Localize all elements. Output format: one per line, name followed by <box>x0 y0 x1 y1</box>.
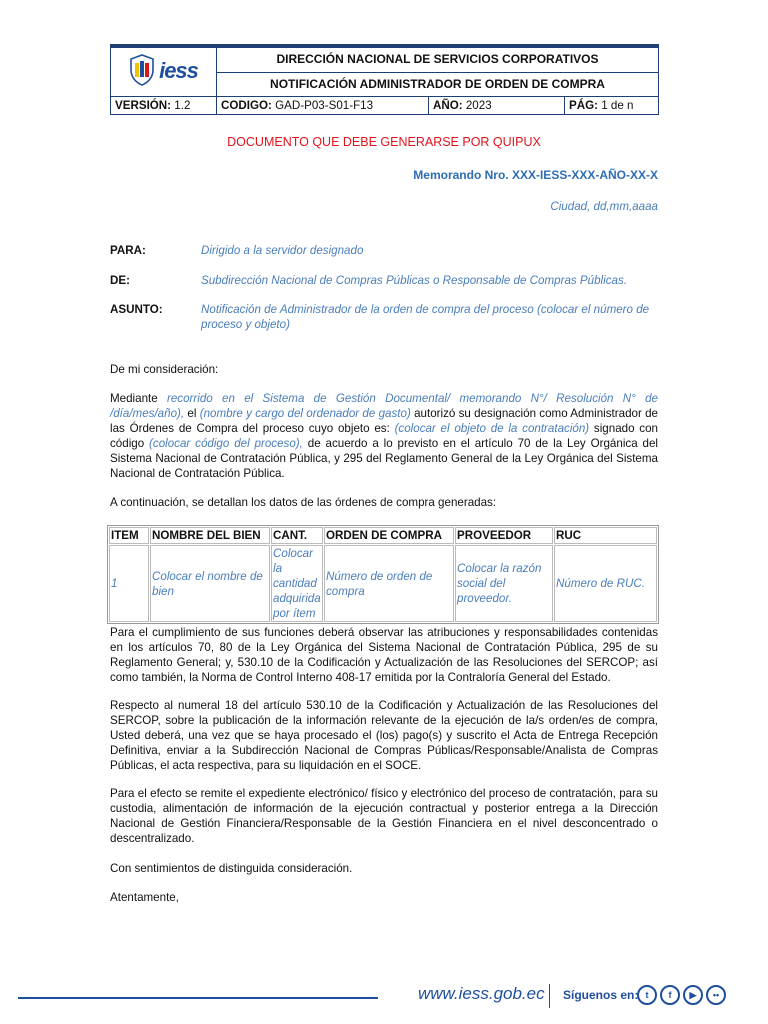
cell-ruc: Número de RUC. <box>554 545 657 622</box>
cell-cantidad: Colocar la cantidad adquirida por ítem <box>271 545 323 622</box>
cell-orden: Número de orden de compra <box>324 545 454 622</box>
version-label: VERSIÓN: <box>115 99 172 112</box>
col-header-item: ITEM <box>109 527 149 544</box>
asunto-label: ASUNTO: <box>110 303 163 316</box>
year-value: 2023 <box>465 99 492 112</box>
social-links <box>637 985 726 1005</box>
youtube-icon[interactable]: ▶ <box>683 985 703 1005</box>
page-value: 1 de n <box>601 99 634 112</box>
body-paragraph-3: Para el cumplimiento de sus funciones deberá observar las atribuciones y responsabilidades contenidas en los artículos 70, 80 de la Ley Orgánica del Sistema Nacional de Contratación Pública, 295 de su Reglamento General; y, 530.10 de la Codificación y Actualización de las Resoluciones del SERCOP; así como también, la Norma de Control Interno 408-17 emitida por la Contraloría General del Estado. <box>110 626 658 684</box>
city-date: Ciudad, dd,mm,aaaa <box>550 200 658 213</box>
version-cell <box>111 97 217 115</box>
code-value: GAD-P03-S01-F13 <box>275 99 374 112</box>
col-header-nombre: NOMBRE DEL BIEN <box>150 527 270 544</box>
cell-nombre: Colocar el nombre de bien <box>150 545 270 622</box>
logo-wordmark: iess <box>159 57 198 83</box>
header-title-line1: DIRECCIÓN NACIONAL DE SERVICIOS CORPORATIVOS <box>217 48 659 73</box>
col-header-orden: ORDEN DE COMPRA <box>324 527 454 544</box>
body-paragraph-4: Respecto al numeral 18 del artículo 530.10 de la Codificación y Actualización de las Resoluciones del SERCOP, sobre la publicación de la información relevante de la ejecución de la/s orden/es de compra, Usted deberá, una vez que se haya procesado el (los) pago(s) y suscrito el Acta de Entrega Recepción Definitiva, enviar a la Subdirección Nacional de Compras Públicas/Responsable/Analista de Compras Públicas, el acta respectiva, para su liquidación en el SOCE. <box>110 699 658 772</box>
cell-item: 1 <box>109 545 149 622</box>
code-label: CODIGO: <box>221 99 272 112</box>
header-title-line2: NOTIFICACIÓN ADMINISTRADOR DE ORDEN DE COMPRA <box>217 72 659 97</box>
p1-text-2: el <box>184 407 200 420</box>
version-value: 1.2 <box>174 99 191 112</box>
col-header-proveedor: PROVEEDOR <box>455 527 553 544</box>
col-header-ruc: RUC <box>554 527 657 544</box>
twitter-icon[interactable]: t <box>637 985 657 1005</box>
de-value: Subdirección Nacional de Compras Públicas o Responsable de Compras Públicas. <box>201 274 627 287</box>
p1-text-1: Mediante <box>110 392 167 405</box>
asunto-value: Notificación de Administrador de la orden de compra del proceso (colocar el número de proceso y objeto) <box>201 303 650 331</box>
year-cell <box>429 97 565 115</box>
cell-proveedor: Colocar la razón social del proveedor. <box>455 545 553 622</box>
page-cell <box>565 97 659 115</box>
de-label: DE: <box>110 274 130 287</box>
closing: Atentamente, <box>110 891 179 904</box>
body-paragraph-1 <box>110 391 658 481</box>
footer-follow-label: Síguenos en: <box>563 988 639 1002</box>
iess-logo <box>111 48 217 97</box>
page-label: PÁG: <box>569 99 598 112</box>
para-value: Dirigido a la servidor designado <box>201 244 364 257</box>
document-header <box>110 44 659 115</box>
body-paragraph-2: A continuación, se detallan los datos de las órdenes de compra generadas: <box>110 496 497 509</box>
p1-placeholder-codigo: (colocar código del proceso), <box>149 437 303 450</box>
flickr-icon[interactable]: •• <box>706 985 726 1005</box>
body-paragraph-5: Para el efecto se remite el expediente electrónico/ físico y electrónico del proceso de contratación, para su custodia, alimentación de información de la ejecución contractual y posterior entrega a la Dirección Nacional de Gestión Financiera/Responsable de la Gestión Financiera en el nivel desconcentrado o descentralizado. <box>110 787 658 845</box>
footer-website-link[interactable]: www.iess.gob.ec <box>418 984 545 1003</box>
year-label: AÑO: <box>433 99 463 112</box>
body-paragraph-6: Con sentimientos de distinguida consideración. <box>110 862 353 875</box>
purchase-orders-table <box>107 525 659 624</box>
code-cell <box>217 97 429 115</box>
footer-divider <box>18 997 378 999</box>
col-header-cantidad: CANT. <box>271 527 323 544</box>
memo-number: Memorando Nro. XXX-IESS-XXX-AÑO-XX-X <box>413 168 658 182</box>
p1-text-3: autorizó su designación como Administrador de las Órdenes de Compra del proceso cuyo objeto es: <box>110 407 658 435</box>
table-header-row <box>109 527 657 544</box>
p1-placeholder-reference: recorrido en el Sistema de Gestión Documental/ memorando N°/ Resolución N° de /día/mes/año), <box>110 392 658 420</box>
p1-placeholder-ordenador: (nombre y cargo del ordenador de gasto) <box>199 407 411 420</box>
greeting: De mi consideración: <box>110 363 219 376</box>
quipux-banner: DOCUMENTO QUE DEBE GENERARSE POR QUIPUX <box>227 135 541 149</box>
p1-text-5: de acuerdo a lo previsto en el artículo 70 de la Ley Orgánica del Sistema Nacional de Contratación Pública, y 295 del Reglamento General de la Ley Orgánica del Sistema Nacional de Contratación Pública. <box>110 437 658 480</box>
p1-text-4: signado con código <box>110 422 659 450</box>
facebook-icon[interactable]: f <box>660 985 680 1005</box>
p1-placeholder-objeto: (colocar el objeto de la contratación) <box>394 422 590 435</box>
table-row <box>109 545 657 622</box>
iess-emblem-icon <box>129 54 155 86</box>
para-label: PARA: <box>110 244 146 257</box>
footer-separator <box>549 984 550 1008</box>
